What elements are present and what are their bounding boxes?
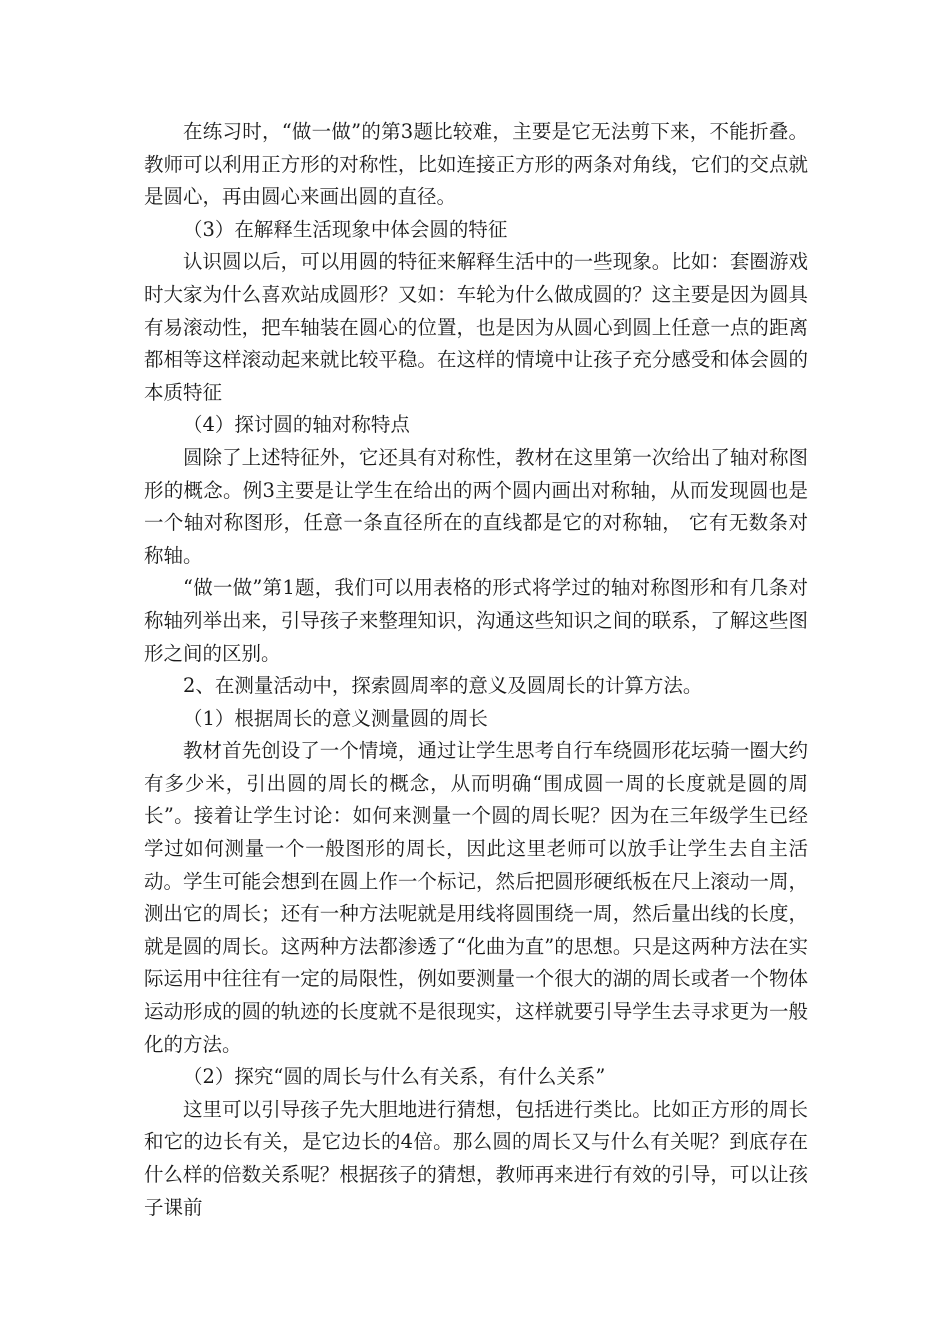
paragraph-axial-symmetry: 圆除了上述特征外，它还具有对称性，教材在这里第一次给出了轴对称图形的概念。例3主要是让学生在给出的两个圆内画出对称轴，从而发现圆也是一个轴对称图形，任意一条直径所在的直线都是它的对称轴， 它有无数条对称轴。: [144, 445, 808, 567]
heading-1-measure-circumference: （1）根据周长的意义测量圆的周长: [183, 706, 488, 730]
paragraph-life-phenomena: 认识圆以后，可以用圆的特征来解释生活中的一些现象。比如：套圈游戏时大家为什么喜欢站成圆形？又如：车轮为什么做成圆的？这主要是因为圆具有易滚动性，把车轴装在圆心的位置，也是因为从圆心到圆上任意一点的距离都相等这样滚动起来就比较平稳。在这样的情境中让孩子充分感受和体会圆的本质特征: [144, 250, 808, 404]
paragraph-practice-note: 在练习时，“做一做”的第3题比较难，主要是它无法剪下来，不能折叠。教师可以利用正方形的对称性，比如连接正方形的两条对角线，它们的交点就是圆心，再由圆心来画出圆的直径。: [144, 120, 808, 209]
paragraph-measure-circumference: 教材首先创设了一个情境，通过让学生思考自行车绕圆形花坛骑一圈大约有多少米，引出圆的周长的概念，从而明确“围成圆一周的长度就是圆的周长”。接着让学生讨论：如何来测量一个圆的周长呢？因为在三年级学生已经学过如何测量一个一般图形的周长，因此这里老师可以放手让学生去自主活动。学生可能会想到在圆上作一个标记，然后把圆形硬纸板在尺上滚动一周，测出它的周长；还有一种方法呢就是用线将圆围绕一周，然后量出线的长度，就是圆的周长。这两种方法都渗透了“化曲为直”的思想。只是这两种方法在实际运用中往往有一定的局限性，例如要测量一个很大的湖的周长或者一个物体运动形成的圆的轨迹的长度就不是很现实，这样就要引导学生去寻求更为一般化的方法。: [144, 739, 808, 1056]
document-body: [144, 116, 808, 1224]
paragraph-explore-relation: 这里可以引导孩子先大胆地进行猜想，包括进行类比。比如正方形的周长和它的边长有关，是它边长的4倍。那么圆的周长又与什么有关呢？到底存在什么样的倍数关系呢？根据孩子的猜想，教师再来进行有效的引导，可以让孩子课前: [144, 1097, 808, 1219]
heading-4-axial-symmetry: （4）探讨圆的轴对称特点: [183, 413, 410, 437]
paragraph-exercise-1: “做一做”第1题，我们可以用表格的形式将学过的轴对称图形和有几条对称轴列举出来，引导孩子来整理知识，沟通这些知识之间的联系，了解这些图形之间的区别。: [144, 576, 808, 665]
section-2-heading: 2、在测量活动中，探索圆周率的意义及圆周长的计算方法。: [183, 674, 703, 698]
heading-2-explore-relation: （2）探究“圆的周长与什么有关系，有什么关系”: [183, 1065, 606, 1089]
heading-3-life-phenomena: （3）在解释生活现象中体会圆的特征: [183, 217, 508, 241]
